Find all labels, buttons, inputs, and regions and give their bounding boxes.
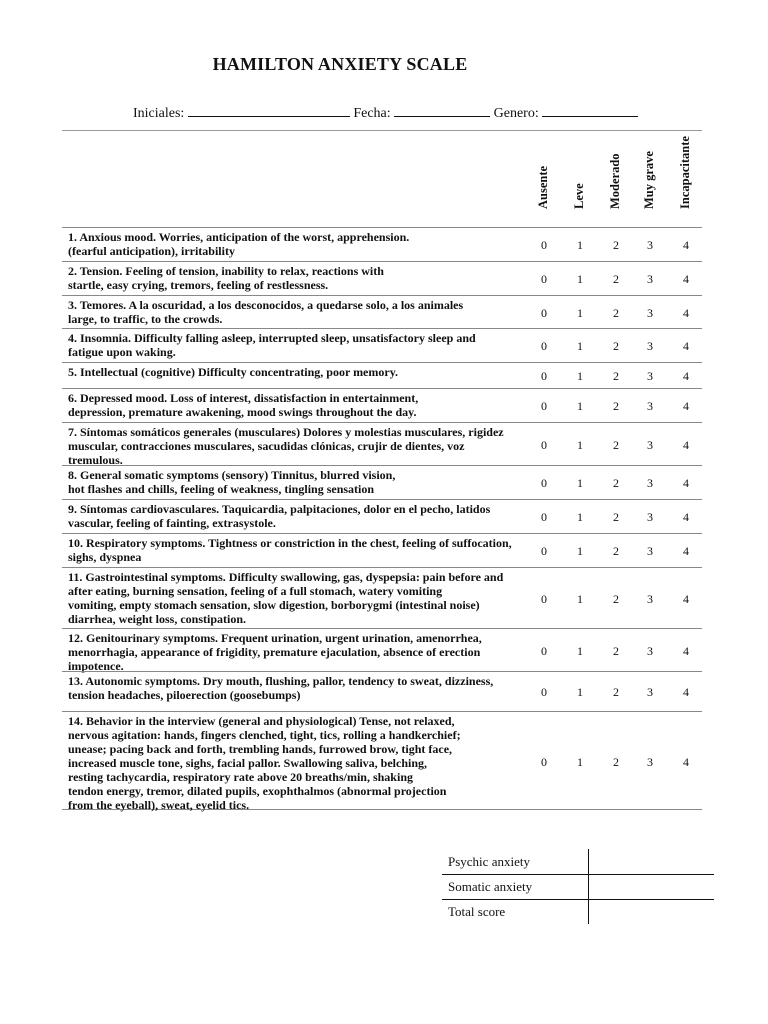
- score-option[interactable]: 2: [613, 544, 619, 558]
- score-option[interactable]: 2: [613, 476, 619, 490]
- item-text-line: tremulous.: [68, 453, 123, 467]
- form-header-fields: [133, 104, 638, 122]
- item-description: [68, 536, 528, 564]
- item-text-line: fatigue upon waking.: [68, 345, 176, 359]
- score-option[interactable]: 4: [683, 272, 689, 286]
- score-option[interactable]: 4: [683, 591, 689, 606]
- item-description: [68, 674, 528, 702]
- item-text-line: 4. Insomnia. Difficulty falling asleep, interrupted sleep, unsatisfactory sleep and: [68, 331, 476, 345]
- score-option[interactable]: 4: [683, 544, 689, 558]
- score-option[interactable]: 0: [541, 238, 547, 252]
- column-header: [598, 140, 634, 224]
- score-option[interactable]: 0: [541, 339, 547, 353]
- item-description: [68, 230, 528, 258]
- psychic-anxiety-label: Psychic anxiety: [448, 854, 530, 869]
- score-option[interactable]: 0: [541, 591, 547, 606]
- score-option[interactable]: 1: [577, 591, 583, 606]
- summary-row-psychic: [442, 849, 714, 874]
- score-option[interactable]: 2: [613, 437, 619, 452]
- score-option[interactable]: 1: [577, 305, 583, 320]
- score-option[interactable]: 1: [577, 544, 583, 558]
- table-row: [62, 671, 702, 711]
- item-description: [68, 714, 528, 812]
- item-description: [68, 502, 528, 530]
- column-header-label: Muy grave: [642, 151, 656, 209]
- header-divider: [62, 130, 702, 131]
- score-option[interactable]: 2: [613, 339, 619, 353]
- item-text-line: 14. Behavior in the interview (general and physiological) Tense, not relaxed,: [68, 714, 455, 728]
- column-header-label: Moderado: [608, 153, 622, 209]
- item-text-line: 1. Anxious mood. Worries, anticipation of the worst, apprehension.: [68, 230, 410, 244]
- item-text-line: diarrhea, weight loss, constipation.: [68, 612, 247, 626]
- summary-row-somatic: [442, 874, 714, 899]
- item-text-line: hot flashes and chills, feeling of weakness, tingling sensation: [68, 482, 375, 496]
- table-row: [62, 295, 702, 328]
- score-option[interactable]: 0: [541, 305, 547, 320]
- total-score-label: Total score: [448, 904, 506, 919]
- item-text-line: from the eyeball), sweat, eyelid tics.: [68, 798, 250, 812]
- item-text-line: sighs, dyspnea: [68, 550, 142, 564]
- column-header: [562, 140, 598, 224]
- score-option[interactable]: 1: [577, 685, 583, 699]
- score-option[interactable]: 4: [683, 369, 689, 383]
- score-option[interactable]: 2: [613, 754, 619, 769]
- item-text-line: 8. General somatic symptoms (sensory) Tinnitus, blurred vision,: [68, 468, 396, 482]
- score-option[interactable]: 4: [683, 510, 689, 524]
- score-option[interactable]: 0: [541, 754, 547, 769]
- table-row: [62, 465, 702, 499]
- table-row: [62, 533, 702, 567]
- score-option[interactable]: 1: [577, 339, 583, 353]
- table-row: [62, 499, 702, 533]
- score-option[interactable]: 4: [683, 643, 689, 658]
- item-text-line: after eating, burning sensation, feeling of a full stomach, watery vomiting: [68, 584, 443, 598]
- score-option[interactable]: 3: [647, 369, 653, 383]
- score-option[interactable]: 4: [683, 238, 689, 252]
- item-text-line: 3. Temores. A la oscuridad, a los desconocidos, a quedarse solo, a los animales: [68, 298, 464, 312]
- item-text-line: 5. Intellectual (cognitive) Difficulty concentrating, poor memory.: [68, 365, 399, 379]
- column-header-label: Leve: [572, 183, 586, 209]
- score-option[interactable]: 4: [683, 685, 689, 699]
- item-text-line: vascular, feeling of fainting, extrasystole.: [68, 516, 276, 530]
- item-text-line: increased muscle tone, sighs, facial pallor. Swallowing saliva, belching,: [68, 756, 428, 770]
- item-text-line: menorrhagia, appearance of frigidity, premature ejaculation, absence of erection: [68, 645, 481, 659]
- score-option[interactable]: 2: [613, 399, 619, 413]
- items-table: [62, 227, 702, 810]
- score-option[interactable]: 1: [577, 369, 583, 383]
- table-row: [62, 261, 702, 295]
- item-text-line: muscular, contracciones musculares, sacudidas clónicas, crujir de dientes, voz: [68, 439, 465, 453]
- score-option[interactable]: 4: [683, 399, 689, 413]
- column-header: [632, 140, 668, 224]
- item-description: [68, 264, 528, 292]
- score-option[interactable]: 3: [647, 305, 653, 320]
- table-row: [62, 628, 702, 671]
- score-option[interactable]: 4: [683, 754, 689, 769]
- score-option[interactable]: 0: [541, 685, 547, 699]
- score-option[interactable]: 2: [613, 238, 619, 252]
- score-option[interactable]: 2: [613, 510, 619, 524]
- score-option[interactable]: 3: [647, 591, 653, 606]
- page-title: HAMILTON ANXIETY SCALE: [212, 54, 468, 74]
- score-option[interactable]: 3: [647, 510, 653, 524]
- item-text-line: startle, easy crying, tremors, feeling of restlessness.: [68, 278, 329, 292]
- item-text-line: large, to traffic, to the crowds.: [68, 312, 223, 326]
- score-option[interactable]: 2: [613, 369, 619, 383]
- score-option[interactable]: 3: [647, 643, 653, 658]
- item-description: [68, 570, 528, 626]
- item-text-line: 2. Tension. Feeling of tension, inability to relax, reactions with: [68, 264, 384, 278]
- score-option[interactable]: 0: [541, 643, 547, 658]
- score-option[interactable]: 0: [541, 476, 547, 490]
- item-text-line: tendon energy, tremor, dilated pupils, exophthalmos (abnormal projection: [68, 784, 447, 798]
- item-text-line: depression, premature awakening, mood swings throughout the day.: [68, 405, 417, 419]
- score-option[interactable]: 2: [613, 305, 619, 320]
- table-row: [62, 388, 702, 422]
- score-option[interactable]: 1: [577, 437, 583, 452]
- score-option[interactable]: 4: [683, 305, 689, 320]
- score-option[interactable]: 3: [647, 437, 653, 452]
- score-option[interactable]: 0: [541, 399, 547, 413]
- item-description: [68, 468, 528, 496]
- item-text-line: (fearful anticipation), irritability: [68, 244, 235, 258]
- score-option[interactable]: 4: [683, 339, 689, 353]
- score-option[interactable]: 1: [577, 754, 583, 769]
- table-row: [62, 422, 702, 465]
- table-row: [62, 711, 702, 810]
- score-option[interactable]: 1: [577, 476, 583, 490]
- score-option[interactable]: 1: [577, 399, 583, 413]
- item-text-line: 9. Síntomas cardiovasculares. Taquicardia, palpitaciones, dolor en el pecho, latidos: [68, 502, 491, 516]
- score-option[interactable]: 3: [647, 399, 653, 413]
- score-option[interactable]: 0: [541, 272, 547, 286]
- column-header: [668, 136, 704, 224]
- item-text-line: 13. Autonomic symptoms. Dry mouth, flushing, pallor, tendency to sweat, dizziness,: [68, 674, 494, 688]
- item-description: [68, 365, 528, 379]
- score-option[interactable]: 2: [613, 272, 619, 286]
- item-text-line: nervous agitation: hands, fingers clenched, tight, tics, rolling a handkerchief;: [68, 728, 461, 742]
- item-text-line: 7. Síntomas somáticos generales (musculares) Dolores y molestias musculares, rigidez: [68, 425, 504, 439]
- table-row: [62, 328, 702, 362]
- score-option[interactable]: 4: [683, 476, 689, 490]
- score-option[interactable]: 3: [647, 754, 653, 769]
- score-option[interactable]: 3: [647, 272, 653, 286]
- column-header-label: Ausente: [536, 165, 550, 209]
- item-text-line: vomiting, empty stomach sensation, slow digestion, borborygmi (intestinal noise): [68, 598, 480, 612]
- score-option[interactable]: 1: [577, 510, 583, 524]
- score-option[interactable]: 0: [541, 369, 547, 383]
- item-description: [68, 331, 528, 359]
- score-option[interactable]: 1: [577, 272, 583, 286]
- initials-label: Iniciales:: [133, 106, 185, 121]
- date-field[interactable]: [394, 104, 490, 117]
- gender-label: Genero:: [493, 106, 539, 121]
- item-text-line: unease; pacing back and forth, trembling hands, furrowed brow, tight face,: [68, 742, 453, 756]
- item-text-line: 6. Depressed mood. Loss of interest, dissatisfaction in entertainment,: [68, 391, 419, 405]
- score-option[interactable]: 0: [541, 544, 547, 558]
- item-description: [68, 298, 528, 326]
- score-option[interactable]: 2: [613, 643, 619, 658]
- score-option[interactable]: 3: [647, 238, 653, 252]
- item-description: [68, 425, 528, 467]
- item-text-line: resting tachycardia, respiratory rate above 20 breaths/min, shaking: [68, 770, 413, 784]
- score-option[interactable]: 3: [647, 339, 653, 353]
- summary-table: [442, 849, 714, 924]
- item-text-line: tension headaches, piloerection (goosebumps): [68, 688, 301, 702]
- item-text-line: impotence.: [68, 659, 124, 673]
- table-row: [62, 227, 702, 261]
- table-row: [62, 567, 702, 628]
- score-option[interactable]: 2: [613, 685, 619, 699]
- item-description: [68, 631, 528, 673]
- somatic-anxiety-label: Somatic anxiety: [448, 879, 533, 894]
- item-description: [68, 391, 528, 419]
- gender-field[interactable]: [542, 104, 638, 117]
- column-header-label: Incapacitante: [678, 136, 692, 209]
- score-option[interactable]: 1: [577, 643, 583, 658]
- score-option[interactable]: 1: [577, 238, 583, 252]
- score-option[interactable]: 0: [541, 510, 547, 524]
- score-option[interactable]: 2: [613, 591, 619, 606]
- item-text-line: 10. Respiratory symptoms. Tightness or constriction in the chest, feeling of suffocation,: [68, 536, 512, 550]
- table-row: [62, 362, 702, 388]
- initials-field[interactable]: [188, 104, 350, 117]
- score-option[interactable]: 0: [541, 437, 547, 452]
- score-option[interactable]: 3: [647, 544, 653, 558]
- score-option[interactable]: 4: [683, 437, 689, 452]
- summary-row-total: [442, 899, 714, 924]
- item-text-line: 11. Gastrointestinal symptoms. Difficulty swallowing, gas, dyspepsia: pain before and: [68, 570, 504, 584]
- score-option[interactable]: 3: [647, 685, 653, 699]
- item-text-line: 12. Genitourinary symptoms. Frequent urination, urgent urination, amenorrhea,: [68, 631, 482, 645]
- score-option[interactable]: 3: [647, 476, 653, 490]
- date-label: Fecha:: [353, 106, 391, 121]
- column-header: [526, 140, 562, 224]
